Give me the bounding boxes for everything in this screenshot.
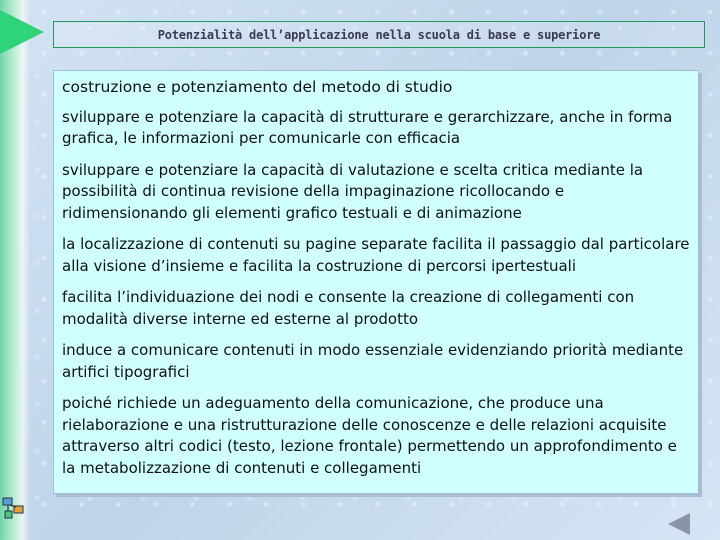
paragraph: sviluppare e potenziare la capacità di strutturare e gerarchizzare, anche in forma grafica, le informazioni per comunicarle con efficacia (62, 107, 673, 147)
title-arrow-icon (0, 10, 44, 54)
paragraph: costruzione e potenziamento del metodo di studio (62, 78, 453, 96)
paragraph: facilita l’individuazione dei nodi e consente la creazione di collegamenti con modalità diverse interne ed esterne al prodotto (62, 288, 635, 328)
network-nav-icon[interactable] (2, 496, 26, 520)
paragraph: poiché richiede un adeguamento della comunicazione, che produce una rielaborazione e una ristrutturazione delle conoscenze e delle relazioni acquisite attraverso altri codici (testo, lezione frontale) permettendo un approfondimento e la metabolizzazione di contenuti e collegamenti (62, 394, 677, 477)
title-box (53, 21, 705, 48)
paragraph: induce a comunicare contenuti in modo essenziale evidenziando priorità mediante artifici tipografici (62, 341, 684, 381)
left-decor-fade (22, 0, 30, 540)
paragraph: la localizzazione di contenuti su pagine separate facilita il passaggio dal particolare alla visione d’insieme e facilita la costruzione di percorsi ipertestuali (62, 235, 690, 275)
content-box (53, 70, 699, 494)
back-arrow-icon[interactable] (668, 513, 690, 535)
left-decor-bar (0, 0, 22, 540)
slide-title: Potenzialità dell’applicazione nella scuola di base e superiore (157, 27, 601, 42)
paragraph: sviluppare e potenziare la capacità di valutazione e scelta critica mediante la possibilità di continua revisione della impaginazione ricollocando e ridimensionando gli elementi grafico testuali e di animazione (62, 160, 644, 222)
